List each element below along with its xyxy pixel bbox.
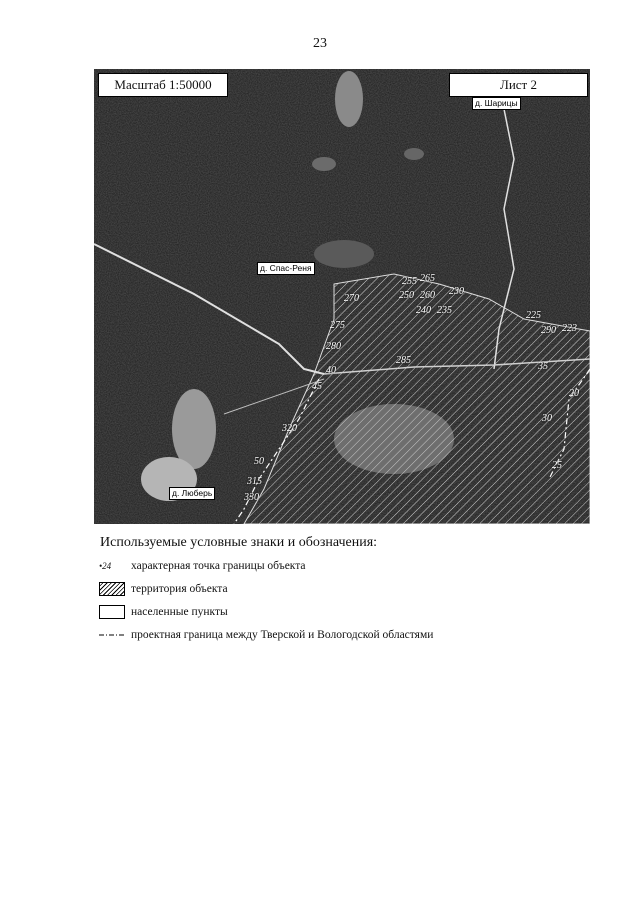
settlement-label-lyuber: д. Люберь xyxy=(169,487,215,500)
sheet-label: Лист 2 xyxy=(449,73,588,97)
boundary-point: 330 xyxy=(244,492,259,503)
settlement-label-sharitsy: д. Шарицы xyxy=(472,97,521,110)
page-number: 23 xyxy=(313,36,327,51)
boundary-point: 260 xyxy=(420,290,435,301)
scale-label: Масштаб 1:50000 xyxy=(98,73,228,97)
boundary-point: 270 xyxy=(344,293,359,304)
legend-label: населенные пункты xyxy=(131,606,228,618)
boundary-point: 285 xyxy=(396,355,411,366)
legend-label: характерная точка границы объекта xyxy=(131,560,306,572)
boundary-point: 35 xyxy=(538,361,548,372)
dash-dot-line-icon xyxy=(99,628,125,642)
boundary-point: 280 xyxy=(326,341,341,352)
lake-patch xyxy=(335,71,363,127)
legend-item-point xyxy=(99,558,306,574)
boundary-point: 290 xyxy=(541,325,556,336)
boundary-point: 40 xyxy=(326,365,336,376)
boundary-point: 250 xyxy=(399,290,414,301)
map-graphics xyxy=(94,69,590,524)
settlement-area xyxy=(172,389,216,469)
boundary-point: 320 xyxy=(282,423,297,434)
boundary-point: 223 xyxy=(562,323,577,334)
legend-item-territory xyxy=(99,581,228,597)
boundary-point: 25 xyxy=(552,460,562,471)
hatch-icon xyxy=(99,582,125,596)
boundary-point: 275 xyxy=(330,320,345,331)
settlement-box-icon xyxy=(99,605,125,619)
boundary-point-icon: •24 xyxy=(99,561,112,571)
boundary-point: 50 xyxy=(254,456,264,467)
terrain-patch xyxy=(312,157,336,171)
settlement-label-spas-renya: д. Спас-Реня xyxy=(257,262,315,275)
boundary-point: 45 xyxy=(312,381,322,392)
terrain-patch xyxy=(404,148,424,160)
legend-label: территория объекта xyxy=(131,583,228,595)
boundary-point: 235 xyxy=(437,305,452,316)
satellite-map xyxy=(94,69,590,524)
legend-label: проектная граница между Тверской и Вологодской областями xyxy=(131,629,434,641)
boundary-point: 225 xyxy=(526,310,541,321)
legend-item-border xyxy=(99,627,433,643)
terrain-patch xyxy=(314,240,374,268)
boundary-point: 265 xyxy=(420,273,435,284)
boundary-point: 30 xyxy=(542,413,552,424)
boundary-point: 240 xyxy=(416,305,431,316)
boundary-point: 230 xyxy=(449,286,464,297)
boundary-point: 20 xyxy=(569,388,579,399)
legend-title: Используемые условные знаки и обозначения: xyxy=(100,535,378,550)
boundary-point: 315 xyxy=(247,476,262,487)
legend-item-settlements xyxy=(99,604,228,620)
boundary-point: 255 xyxy=(402,276,417,287)
